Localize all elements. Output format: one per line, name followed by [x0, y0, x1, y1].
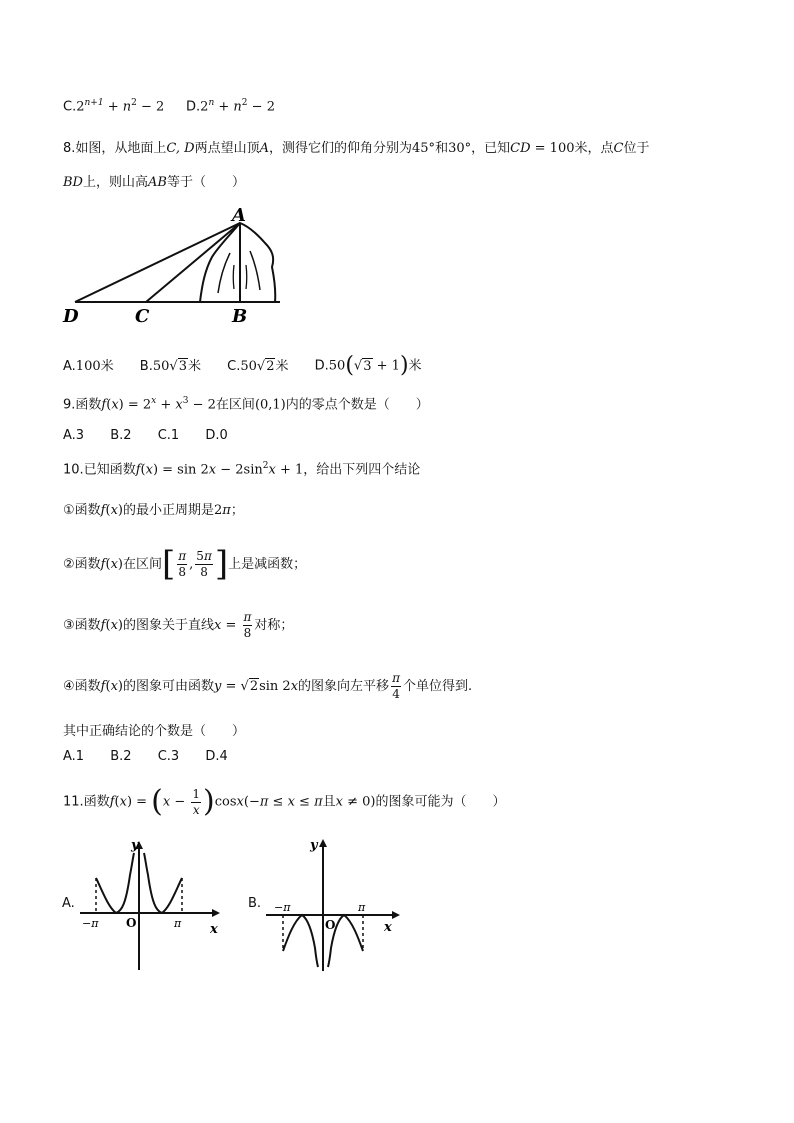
q8-text-7: 位于: [623, 141, 650, 156]
graph-b-pi: π: [358, 901, 366, 914]
q8-a-value: 100: [75, 358, 101, 374]
q8-b-value: 50: [152, 358, 170, 374]
q11-stem: 11.函数f(x) = (x − $\frac{1}{x}$ )cosx(−π ≤ x ≤ π且x ≠ 0)的图象可能为（ ）: [63, 784, 506, 819]
graph-b-origin: O: [325, 918, 336, 932]
q11-prefix: 函数: [83, 794, 110, 810]
q10-statement-3: ③函数f(x)的图象关于直线x = $\frac{\pi}{8}$ 对称；: [63, 610, 294, 640]
q10-number: 10.: [63, 462, 84, 478]
q8-options: [63, 353, 444, 379]
q7-option-d-label: D.: [186, 99, 201, 115]
sightline-d-a: [75, 223, 240, 302]
q8-a-unit: 米: [100, 358, 114, 374]
q10-conclusion: 其中正确结论的个数是（ ）: [63, 724, 246, 739]
graph-b-label: B.: [248, 896, 262, 911]
graph-a-pi: π: [174, 917, 182, 930]
q8-text-5: ，已知: [471, 141, 511, 156]
mountain-outline: [200, 223, 275, 302]
q10-s2-c: 上是减函数；: [228, 556, 307, 572]
q9-number: 9.: [63, 397, 76, 413]
q9-middle: 在区间: [215, 397, 255, 413]
q10-prefix: 已知函数: [83, 462, 136, 478]
q9-option-a: A.3: [63, 428, 85, 443]
q10-statement-1: ①函数f(x)的最小正周期是2π；: [63, 503, 244, 518]
graph-b-x-arrow: [392, 911, 400, 919]
mountain-shade-2: [250, 251, 260, 290]
q11-suffix: 的图象可能为（ ）: [375, 794, 506, 810]
q10-s1-b: 的最小正周期是: [122, 503, 214, 518]
graph-b-x-label: x: [384, 920, 392, 935]
graph-b: [258, 833, 408, 978]
q8-d-value: 50: [328, 358, 346, 374]
graph-a-x-label: x: [210, 922, 218, 937]
q10-s3-c: 对称；: [254, 618, 294, 633]
q10-option-c: C.3: [157, 749, 180, 764]
q10-s1-a: 函数: [74, 503, 101, 518]
q9-option-c: C.1: [157, 428, 180, 443]
q8-text-3: ，测得它们的仰角分别为: [269, 141, 413, 156]
q9-suffix: 内的零点个数是（ ）: [285, 397, 429, 413]
q10-s4-mark: ④: [63, 679, 75, 694]
q7-option-c-label: C.: [63, 99, 77, 115]
q7-option-c: $C.2^{n+1} + n^2 - 2$: [63, 98, 165, 115]
graph-b-neg-pi: −π: [274, 901, 291, 914]
q10-options: [63, 749, 250, 765]
q10-s2-a: 函数: [74, 556, 101, 572]
q9-stem: 9.函数$f(x) = 2^x + x^3 - 2$在区间(0,1)内的零点个数是（ ）: [63, 396, 429, 413]
q10-option-a: A.1: [63, 749, 85, 764]
q8-text-1: 如图，从地面上: [75, 141, 167, 156]
q8-text-6: 米，点: [574, 141, 614, 156]
graph-a-origin: O: [126, 916, 137, 930]
graph-b-curve-left: [283, 915, 318, 967]
q10-s1-end: ；: [230, 503, 244, 518]
q8-text-8: 上，则山高: [82, 175, 148, 190]
q7-option-d: $D.2^n + n^2 - 2$: [186, 98, 275, 115]
q9-prefix: 函数: [75, 397, 102, 413]
q8-mountain-figure: [60, 205, 290, 330]
q8-c-label: C.: [227, 358, 241, 374]
q9-option-b: B.2: [110, 428, 132, 443]
graph-b-y-arrow: [319, 839, 327, 847]
q8-c-value: 50: [240, 358, 257, 374]
q8-c-unit: 米: [275, 358, 289, 374]
q8-d-label: D.: [314, 358, 329, 374]
graph-a-curve-left: [96, 853, 134, 913]
label-d: D: [63, 306, 79, 327]
q8-d-unit: 米: [408, 358, 422, 374]
graph-a: [70, 835, 230, 975]
q8-text-2: 两点望山顶: [194, 141, 260, 156]
graph-a-neg-pi: −π: [82, 917, 99, 930]
q8-stem-line2: BD上，则山高AB等于（ ）: [63, 175, 245, 190]
q10-s4-a: 函数: [74, 679, 101, 694]
q10-s4-c: 的图象向左平移: [298, 679, 390, 694]
q10-s4-d: 个单位得到.: [402, 679, 473, 694]
q10-option-d: D.4: [205, 749, 228, 764]
q10-s3-mark: ③: [63, 618, 75, 633]
q9-option-d: D.0: [205, 428, 228, 443]
q8-option-b: B.50√3米: [139, 358, 201, 374]
q8-b-unit: 米: [187, 358, 201, 374]
q8-option-c: C.50√2米: [227, 358, 289, 374]
graph-a-label: A.: [62, 896, 75, 911]
q10-statement-2: ②函数f(x)在区间[ $\frac{\pi}{8}$ , $\frac{5\pi}{8}$ ]上是减函数；: [63, 544, 307, 584]
q10-s4-b: 的图象可由函数: [122, 679, 214, 694]
q10-statement-4: ④函数f(x)的图象可由函数y = √2sin 2x的图象向左平移 $\frac{\pi}{4}$ 个单位得到.: [63, 671, 473, 701]
mountain-shade-3: [233, 265, 234, 289]
q10-option-b: B.2: [110, 749, 132, 764]
graph-a-curve-right: [144, 853, 182, 913]
q9-options: [63, 428, 250, 444]
graph-b-y-label: y: [310, 838, 318, 853]
q11-mid: 且: [322, 794, 336, 810]
q10-suffix: ，给出下列四个结论: [303, 462, 421, 478]
q8-a-label: A.: [63, 358, 76, 374]
q8-stem-line1: 8.如图，从地面上C, D两点望山顶A，测得它们的仰角分别为45°和30°，已知CD = 100米，点C位于: [63, 141, 650, 156]
q10-s2-b: 在区间: [122, 556, 162, 572]
graph-a-x-arrow: [212, 909, 220, 917]
label-c: C: [135, 306, 150, 327]
q8-number: 8.: [63, 141, 76, 156]
q10-s3-a: 函数: [74, 618, 101, 633]
label-b: B: [232, 306, 248, 327]
label-a: A: [232, 205, 246, 226]
q10-stem: 10.已知函数$f(x) = \sin 2x - 2\sin^2x + 1$，给出下列四个结论: [63, 461, 421, 478]
q10-s1-mark: ①: [63, 503, 75, 518]
mountain-shade-4: [246, 265, 247, 289]
q8-text-9: 等于（ ）: [166, 175, 245, 190]
q10-s2-mark: ②: [63, 556, 75, 572]
q10-s3-b: 的图象关于直线: [122, 618, 214, 633]
q8-option-a: [63, 359, 114, 375]
q8-option-d: D.50(√3 + 1)米: [314, 353, 422, 378]
graph-a-y-label: y: [131, 838, 139, 853]
q11-number: 11.: [63, 794, 84, 810]
mountain-shade-1: [218, 253, 230, 293]
q8-b-label: B.: [139, 358, 153, 374]
q8-text-4: 和: [435, 141, 449, 156]
